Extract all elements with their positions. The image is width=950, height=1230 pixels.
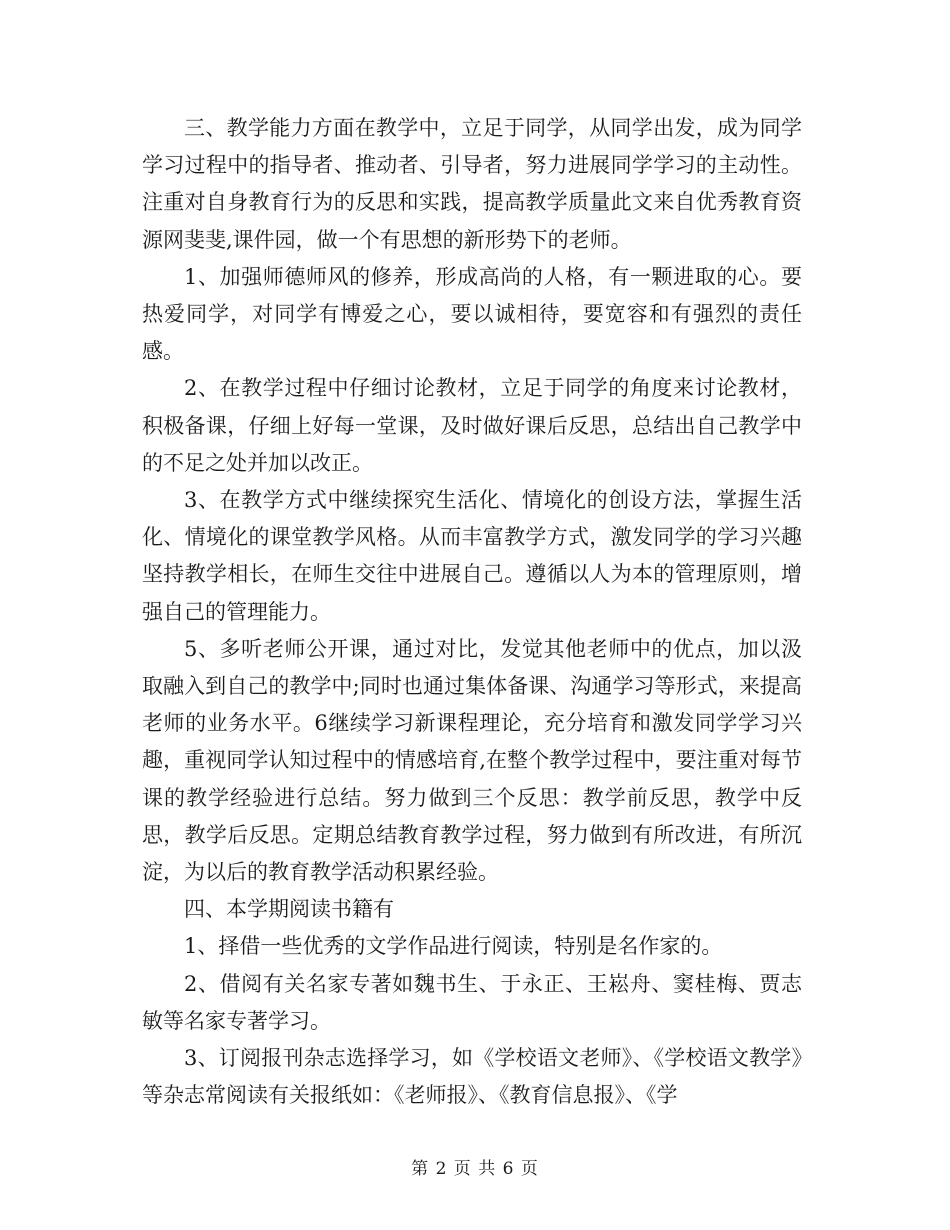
paragraph-item-2: 2、在教学过程中仔细讨论教材，立足于同学的角度来讨论教材，积极备课，仔细上好每一堂课，及时做好课后反思，总结出自己教学中的不足之处并加以改正。 [142, 376, 802, 475]
paragraph-item-5: 5、多听老师公开课，通过对比，发觉其他老师中的优点，加以汲取融入到自己的教学中;同时也通过集体备课、沟通学习等形式，来提高老师的业务水平。6继续学习新课程理论，充分培育和激发同学学习兴趣，重视同学认知过程中的情感培育,在整个教学过程中，要注重对每节课的教学经验进行总结。努力做到三个反思：教学前反思，教学中反思，教学后反思。定期总结教育教学过程，努力做到有所改进，有所沉淀，为以后的教育教学活动积累经验。 [142, 636, 802, 885]
paragraph-item-3: 3、在教学方式中继续探究生活化、情境化的创设方法，掌握生活化、情境化的课堂教学风格。从而丰富教学方式，激发同学的学习兴趣坚持教学相长，在师生交往中进展自己。遵循以人为本的管理原则，增强自己的管理能力。 [142, 488, 802, 624]
paragraph-reading-1: 1、择借一些优秀的文学作品进行阅读，特别是名作家的。 [184, 934, 723, 959]
paragraph-reading-2: 2、借阅有关名家专著如魏书生、于永正、王崧舟、窦桂梅、贾志敏等名家专著学习。 [142, 971, 802, 1033]
paragraph-reading-3: 3、订阅报刊杂志选择学习，如《学校语文老师》、《学校语文教学》等杂志常阅读有关报纸如：《老师报》、《教育信息报》、《学 [142, 1046, 802, 1108]
page-number-footer: 第 2 页 共 6 页 [411, 1159, 539, 1179]
document-body [142, 110, 802, 1114]
section-heading-reading: 四、本学期阅读书籍有 [184, 897, 394, 922]
paragraph-teaching-ability: 三、教学能力方面在教学中，立足于同学，从同学出发，成为同学学习过程中的指导者、推动者、引导者，努力进展同学学习的主动性。注重对自身教育行为的反思和实践，提高教学质量此文来自优秀教育资源网斐斐,课件园，做一个有思想的新形势下的老师。 [142, 116, 802, 252]
paragraph-item-1: 1、加强师德师风的修养，形成高尚的人格，有一颗进取的心。要热爱同学，对同学有博爱之心，要以诚相待，要宽容和有强烈的责任感。 [142, 264, 802, 364]
